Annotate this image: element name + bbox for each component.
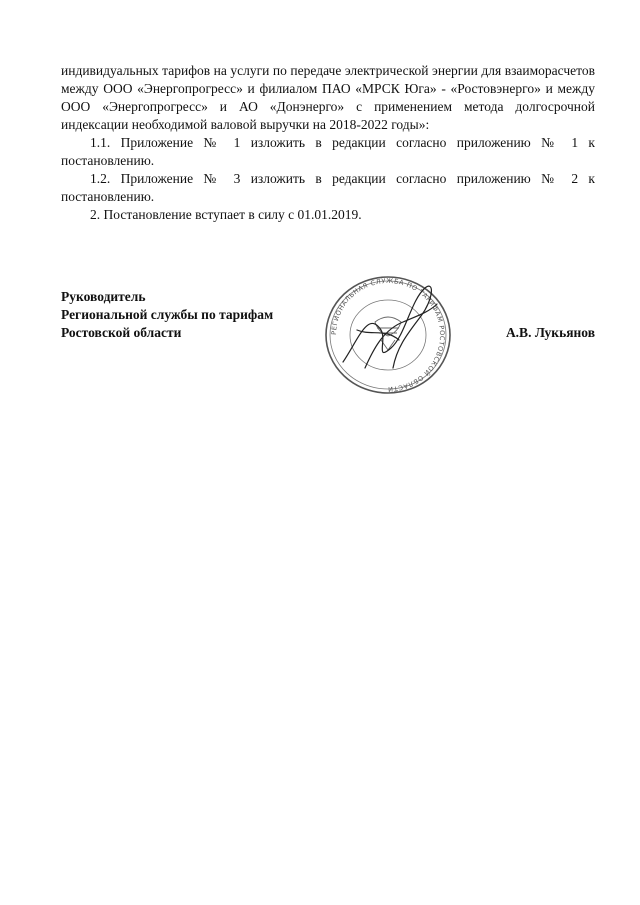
- signature-block: [61, 276, 595, 418]
- item-1-1-paragraph: 1.1. Приложение № 1 изложить в редакции согласно приложению № 1 к постановлению.: [61, 135, 595, 168]
- signer-title: [61, 288, 273, 342]
- seal-text: [330, 277, 446, 393]
- intro-paragraph: индивидуальных тарифов на услуги по передаче электрической энергии для взаиморасчетов между ООО «Энергопрогресс» и филиалом ПАО «МРСК Юга» - «Ростовэнерго» и между ООО «Энергопрогресс» и АО «Донэнерго» с применением метода долгосрочной индексации необходимой валовой выручки на 2018-2022 годы»:: [61, 63, 595, 132]
- item-1-2-paragraph: 1.2. Приложение № 3 изложить в редакции согласно приложению № 2 к постановлению.: [61, 171, 595, 204]
- signer-title-line: Региональной службы по тарифам: [61, 307, 274, 322]
- signer-name: А.В. Лукьянов: [505, 325, 595, 340]
- signer-title-line: Руководитель: [61, 289, 146, 304]
- seal-text-path: РЕГИОНАЛЬНАЯ СЛУЖБА ПО ТАРИФАМ РОСТОВСКОЙ ОБЛАСТИ: [329, 276, 447, 394]
- seal-inner-ring: [350, 300, 426, 370]
- item-2-paragraph: 2. Постановление вступает в силу с 01.01.2019.: [90, 207, 362, 222]
- signer-title-line: Ростовской области: [61, 325, 182, 340]
- official-seal: [313, 270, 463, 400]
- document-body: [61, 62, 595, 224]
